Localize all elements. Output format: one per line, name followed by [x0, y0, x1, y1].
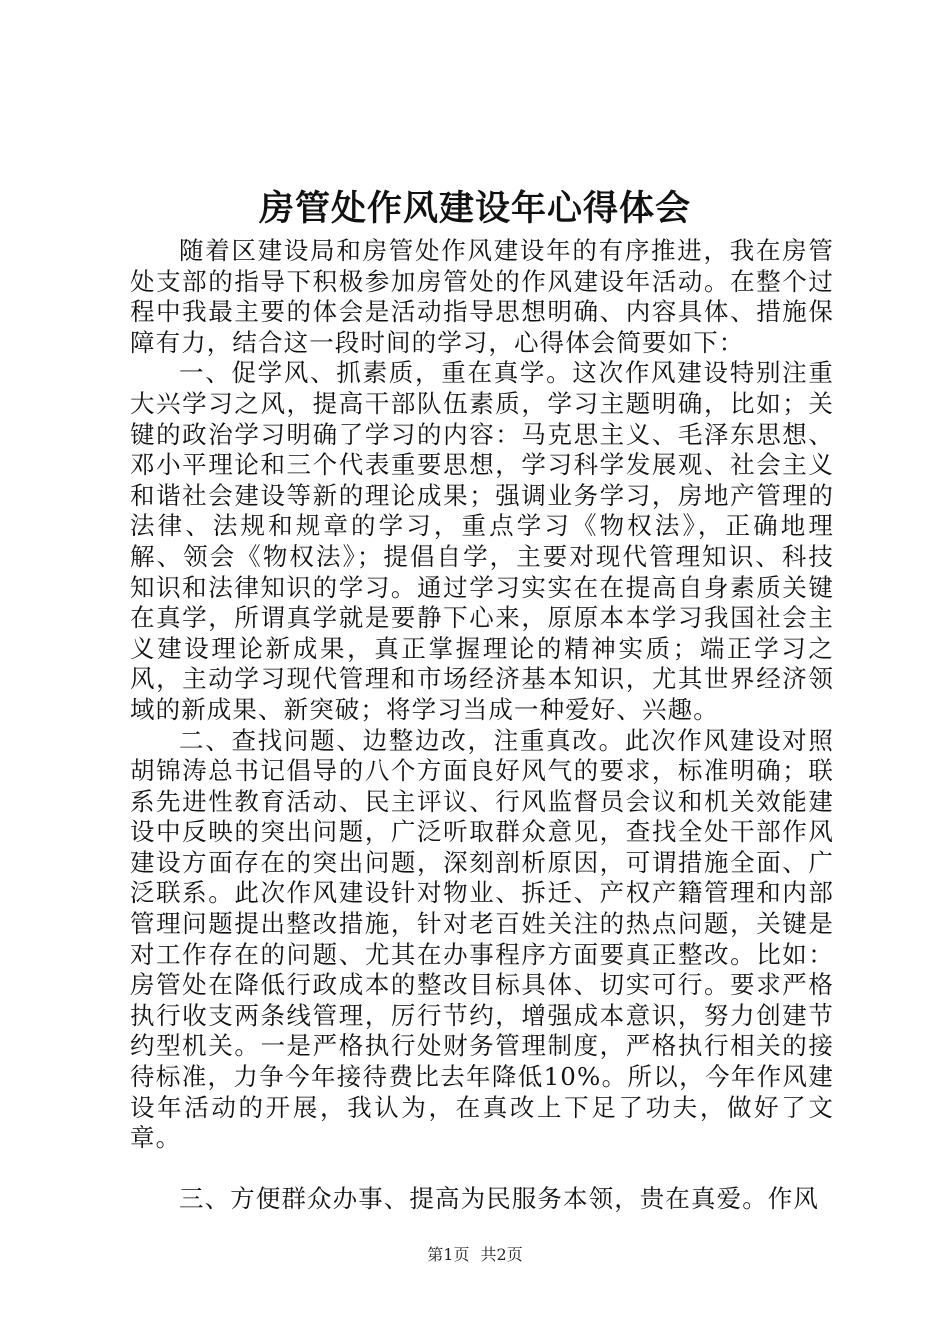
document-title: 房管处作风建设年心得体会: [258, 188, 691, 229]
document-body: [130, 236, 834, 1214]
paragraph-section-3: 三、方便群众办事、提高为民服务本领，贵在真爱。作风: [179, 1183, 819, 1213]
page-number-current: 第1页: [427, 1245, 470, 1264]
paragraph-intro: 随着区建设局和房管处作风建设年的有序推进，我在房管处支部的指导下积极参加房管处的作风建设年活动。在整个过程中我最主要的体会是活动指导思想明确、内容具体、措施保障有力，结合这一段时间的学习，心得体会简要如下：: [130, 236, 834, 357]
page-footer: [0, 1244, 950, 1266]
paragraph-section-2: 二、查找问题、边整边改，注重真改。此次作风建设对照胡锦涛总书记倡导的八个方面良好风气的要求，标准明确；联系先进性教育活动、民主评议、行风监督员会议和机关效能建设中反映的突出问题，广泛听取群众意见，查找全处干部作风建设方面存在的突出问题，深刻剖析原因，可谓措施全面、广泛联系。此次作风建设针对物业、拆迁、产权产籍管理和内部管理问题提出整改措施，针对老百姓关注的热点问题，关键是对工作存在的问题、尤其在办事程序方面要真正整改。比如：房管处在降低行政成本的整改目标具体、切实可行。要求严格执行收支两条线管理，厉行节约，增强成本意识，努力创建节约型机关。一是严格执行处财务管理制度，严格执行相关的接待标准，力争今年接待费比去年降低10%。所以，今年作风建设年活动的开展，我认为，在真改上下足了功夫，做好了文章。: [130, 725, 834, 1153]
page-number-total: 共2页: [480, 1245, 523, 1264]
paragraph-section-1: 一、促学风、抓素质，重在真学。这次作风建设特别注重大兴学习之风，提高干部队伍素质，学习主题明确，比如；关键的政治学习明确了学习的内容：马克思主义、毛泽东思想、邓小平理论和三个代表重要思想，学习科学发展观、社会主义和谐社会建设等新的理论成果；强调业务学习，房地产管理的法律、法规和规章的学习，重点学习《物权法》，正确地理解、领会《物权法》；提倡自学，主要对现代管理知识、科技知识和法律知识的学习。通过学习实实在在提高自身素质关键在真学，所谓真学就是要静下心来，原原本本学习我国社会主义建设理论新成果，真正掌握理论的精神实质；端正学习之风，主动学习现代管理和市场经济基本知识，尤其世界经济领域的新成果、新突破；将学习当成一种爱好、兴趣。: [130, 358, 834, 724]
